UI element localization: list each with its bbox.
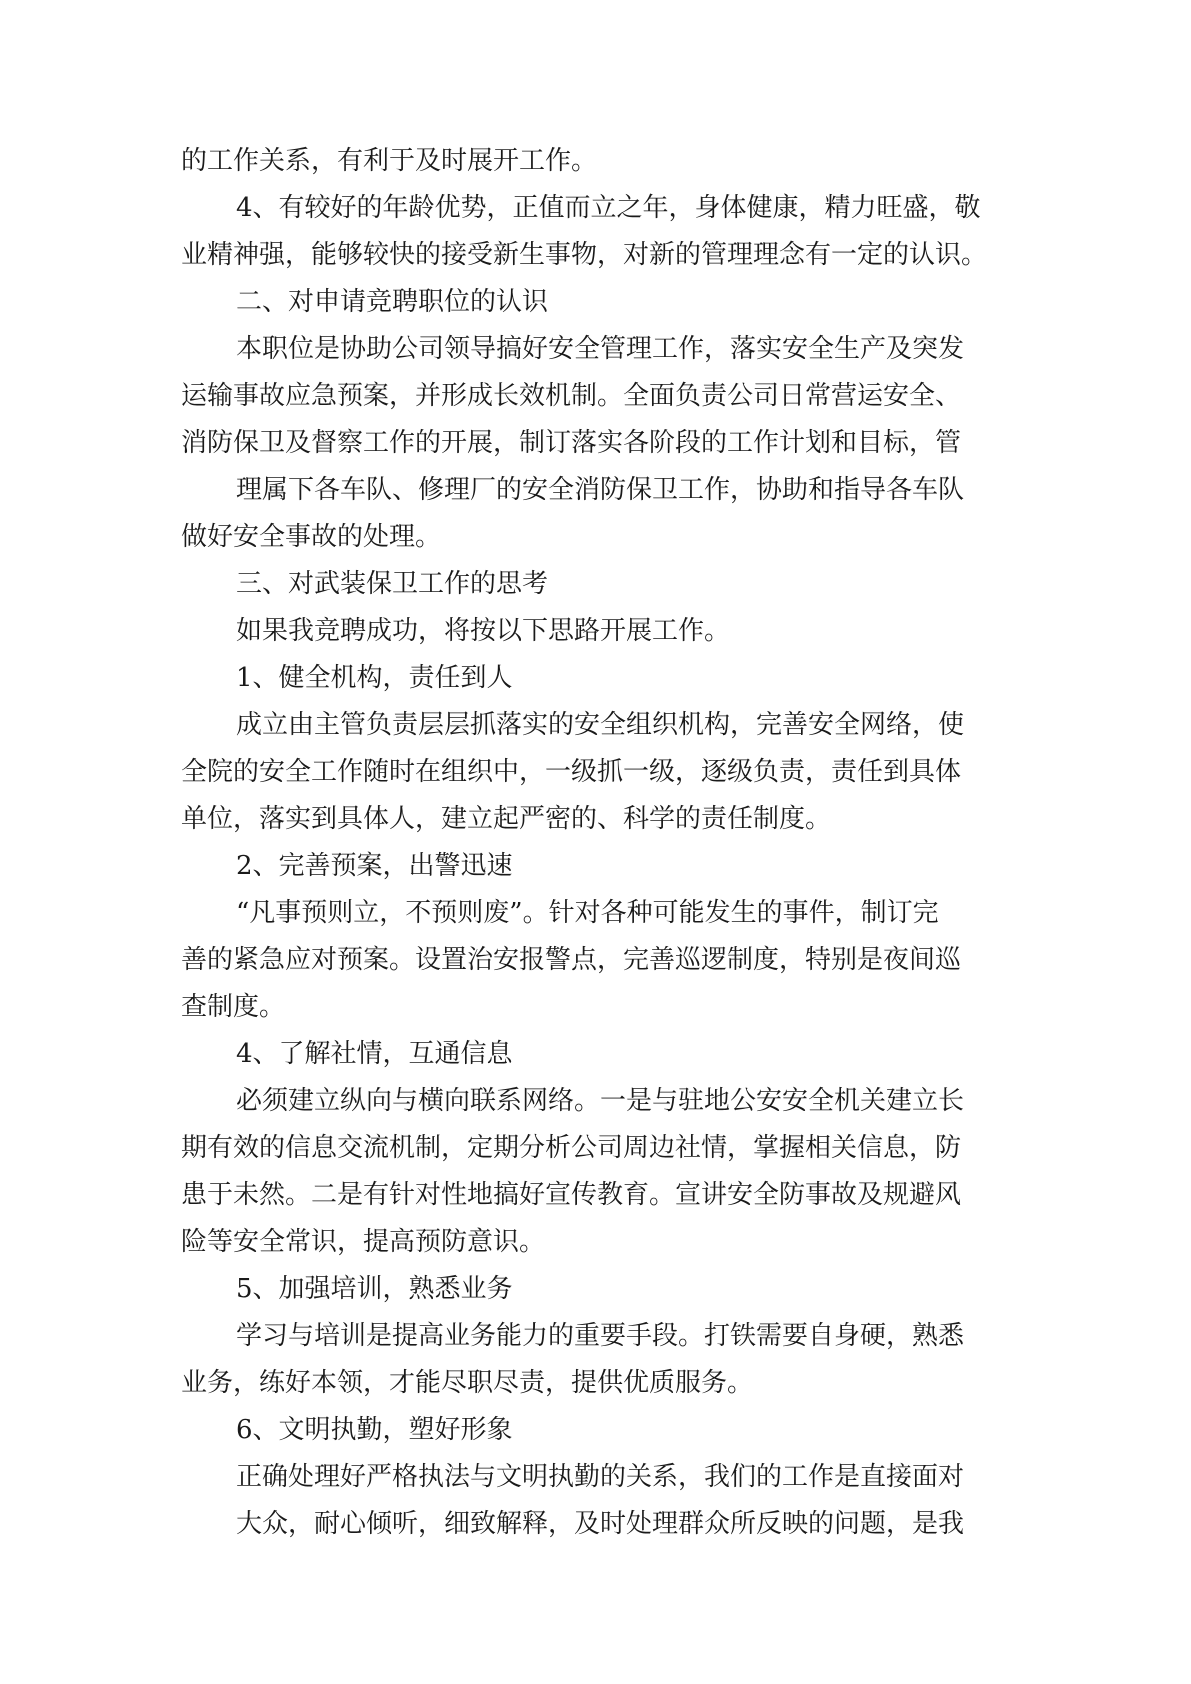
text-line: 成立由主管负责层层抓落实的安全组织机构，完善安全网络，使: [236, 710, 965, 740]
text-line: 大众，耐心倾听，细致解释，及时处理群众所反映的问题，是我: [236, 1509, 965, 1539]
document-body: [181, 138, 1021, 1548]
text-line: 4、有较好的年龄优势，正值而立之年，身体健康，精力旺盛，敬: [236, 193, 981, 223]
text-line: 期有效的信息交流机制，定期分析公司周边社情，掌握相关信息，防: [181, 1133, 962, 1163]
text-line: 三、对武装保卫工作的思考: [236, 569, 549, 599]
text-line: 运输事故应急预案，并形成长效机制。全面负责公司日常营运安全、: [181, 381, 962, 411]
text-line: 本职位是协助公司领导搞好安全管理工作，落实安全生产及突发: [236, 334, 965, 364]
text-line: 必须建立纵向与横向联系网络。一是与驻地公安安全机关建立长: [236, 1086, 965, 1116]
text-line: 学习与培训是提高业务能力的重要手段。打铁需要自身硬，熟悉: [236, 1321, 965, 1351]
text-line: 险等安全常识，提高预防意识。: [181, 1227, 546, 1257]
text-line: 4、了解社情，互通信息: [236, 1039, 513, 1069]
text-line: 业务，练好本领，才能尽职尽责，提供优质服务。: [181, 1368, 754, 1398]
text-line: 消防保卫及督察工作的开展，制订落实各阶段的工作计划和目标，管: [181, 428, 962, 458]
text-line: 正确处理好严格执法与文明执勤的关系，我们的工作是直接面对: [236, 1462, 965, 1492]
text-line: 单位，落实到具体人，建立起严密的、科学的责任制度。: [181, 804, 832, 834]
text-line: 如果我竞聘成功，将按以下思路开展工作。: [236, 616, 731, 646]
text-line: 业精神强，能够较快的接受新生事物，对新的管理理念有一定的认识。: [181, 240, 988, 270]
text-line: 善的紧急应对预案。设置治安报警点，完善巡逻制度，特别是夜间巡: [181, 945, 962, 975]
text-line: 二、对申请竞聘职位的认识: [236, 287, 549, 317]
text-line: 理属下各车队、修理厂的安全消防保卫工作，协助和指导各车队: [236, 475, 965, 505]
text-line: 1、健全机构，责任到人: [236, 663, 513, 693]
text-line: 6、文明执勤，塑好形象: [236, 1415, 513, 1445]
text-line: 的工作关系，有利于及时展开工作。: [181, 146, 598, 176]
text-line: 全院的安全工作随时在组织中，一级抓一级，逐级负责，责任到具体: [181, 757, 962, 787]
text-line: “凡事预则立，不预则废”。针对各种可能发生的事件，制订完: [236, 898, 939, 928]
text-line: 做好安全事故的处理。: [181, 522, 442, 552]
text-line: 患于未然。二是有针对性地搞好宣传教育。宣讲安全防事故及规避风: [181, 1180, 962, 1210]
text-line: 2、完善预案，出警迅速: [236, 851, 513, 881]
text-line: 查制度。: [181, 992, 286, 1022]
text-line: 5、加强培训，熟悉业务: [236, 1274, 513, 1304]
